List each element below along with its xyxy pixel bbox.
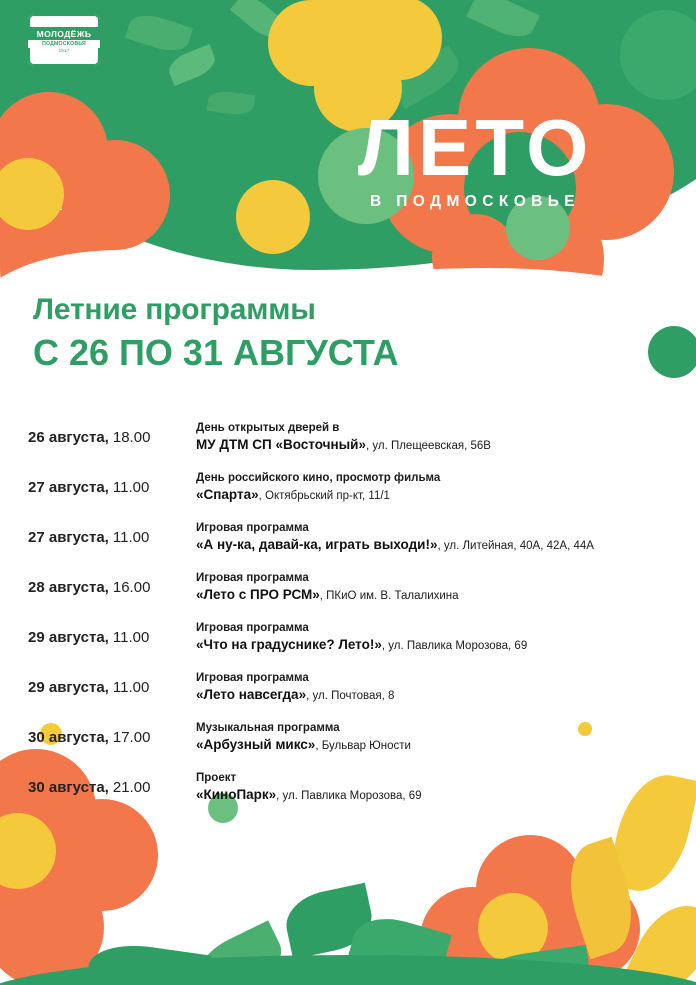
event-place: , Бульвар Юности: [315, 739, 411, 752]
event-kind: Игровая программа: [196, 521, 309, 534]
event-datetime: [28, 779, 196, 796]
list-item: [28, 462, 668, 512]
event-kind: День российского кино, просмотр фильма: [196, 471, 441, 484]
event-place: , ул. Литейная, 40А, 42А, 44А: [437, 539, 594, 552]
event-datetime: [28, 729, 196, 746]
event-details: [196, 771, 668, 804]
event-kind: День открытых дверей в: [196, 421, 340, 434]
event-date: 27 августа,: [28, 478, 109, 496]
event-datetime: [28, 479, 196, 496]
page-title-block: [33, 292, 399, 374]
list-item: [28, 612, 668, 662]
event-name: «Лето с ПРО РСМ»: [196, 586, 320, 602]
logo-subtitle: ПОДМОСКОВЬЯ: [28, 40, 100, 48]
event-name-place: [196, 687, 668, 704]
event-name: «Арбузный микс»: [196, 736, 316, 752]
event-name-place: [196, 787, 668, 804]
event-time: 11.00: [112, 628, 150, 646]
event-name-place: [196, 737, 668, 754]
brand-tagline: В ПОДМОСКОВЬЕ: [369, 193, 581, 210]
event-name-place: [196, 537, 668, 554]
event-time: 17.00: [112, 728, 151, 746]
event-details: [196, 471, 668, 504]
logo: [28, 14, 100, 72]
event-place: , ул. Павлика Морозова, 69: [381, 639, 528, 652]
event-time: 21.00: [112, 778, 151, 796]
page-subtitle: С 26 ПО 31 АВГУСТА: [33, 332, 399, 373]
list-item: [28, 512, 668, 562]
circle-accent: [648, 326, 696, 378]
event-date: 29 августа,: [28, 628, 109, 646]
event-time: 16.00: [112, 578, 151, 596]
event-name: «Лето навсегда»: [196, 686, 307, 702]
event-name: «КиноПарк»: [196, 786, 277, 802]
event-name-place: [196, 437, 668, 454]
event-place: , Октябрьский пр-кт, 11/1: [258, 489, 390, 502]
list-item: [28, 662, 668, 712]
event-kind: Игровая программа: [196, 621, 309, 634]
event-name: МУ ДТМ СП «Восточный»: [196, 436, 366, 452]
events-list: [28, 412, 668, 812]
event-kind: Проект: [196, 771, 237, 784]
circle-accent: [236, 180, 310, 254]
event-kind: Игровая программа: [196, 571, 309, 584]
list-item: [28, 412, 668, 462]
list-item: [28, 712, 668, 762]
event-date: 28 августа,: [28, 578, 109, 596]
event-name: «Что на градуснике? Лето!»: [196, 636, 382, 652]
event-place: , ул. Плещеевская, 56В: [365, 439, 491, 452]
brand-wordmark: [310, 105, 640, 211]
logo-badge: [28, 14, 100, 66]
event-details: [196, 721, 668, 754]
event-name-place: [196, 587, 668, 604]
logo-title: МОЛОДЁЖЬ: [28, 27, 100, 40]
brand-wordmark-text: ЛЕТО: [357, 103, 593, 192]
event-kind: Музыкальная программа: [196, 721, 340, 734]
event-datetime: [28, 579, 196, 596]
event-time: 11.00: [112, 678, 150, 696]
event-details: [196, 671, 668, 704]
event-details: [196, 521, 668, 554]
list-item: [28, 562, 668, 612]
event-place: , ПКиО им. В. Талалихина: [319, 589, 459, 602]
event-place: , ул. Павлика Морозова, 69: [276, 789, 422, 802]
event-date: 27 августа,: [28, 528, 109, 546]
event-details: [196, 421, 668, 454]
event-time: 11.00: [112, 478, 150, 496]
event-datetime: [28, 679, 196, 696]
event-datetime: [28, 529, 196, 546]
event-date: 30 августа,: [28, 778, 109, 796]
event-name-place: [196, 637, 668, 654]
event-datetime: [28, 429, 196, 446]
event-place: , ул. Почтовая, 8: [306, 689, 395, 702]
page-title: Летние программы: [33, 293, 316, 326]
event-details: [196, 621, 668, 654]
event-details: [196, 571, 668, 604]
event-name: «А ну-ка, давай-ка, играть выходи!»: [196, 536, 438, 552]
event-date: 26 августа,: [28, 428, 109, 446]
event-date: 30 августа,: [28, 728, 109, 746]
event-name-place: [196, 487, 668, 504]
event-name: «Спарта»: [196, 486, 259, 502]
event-time: 11.00: [112, 528, 150, 546]
event-kind: Игровая программа: [196, 671, 309, 684]
event-date: 29 августа,: [28, 678, 109, 696]
list-item: [28, 762, 668, 812]
event-datetime: [28, 629, 196, 646]
logo-year: 1917: [58, 48, 70, 53]
event-time: 18.00: [112, 428, 151, 446]
